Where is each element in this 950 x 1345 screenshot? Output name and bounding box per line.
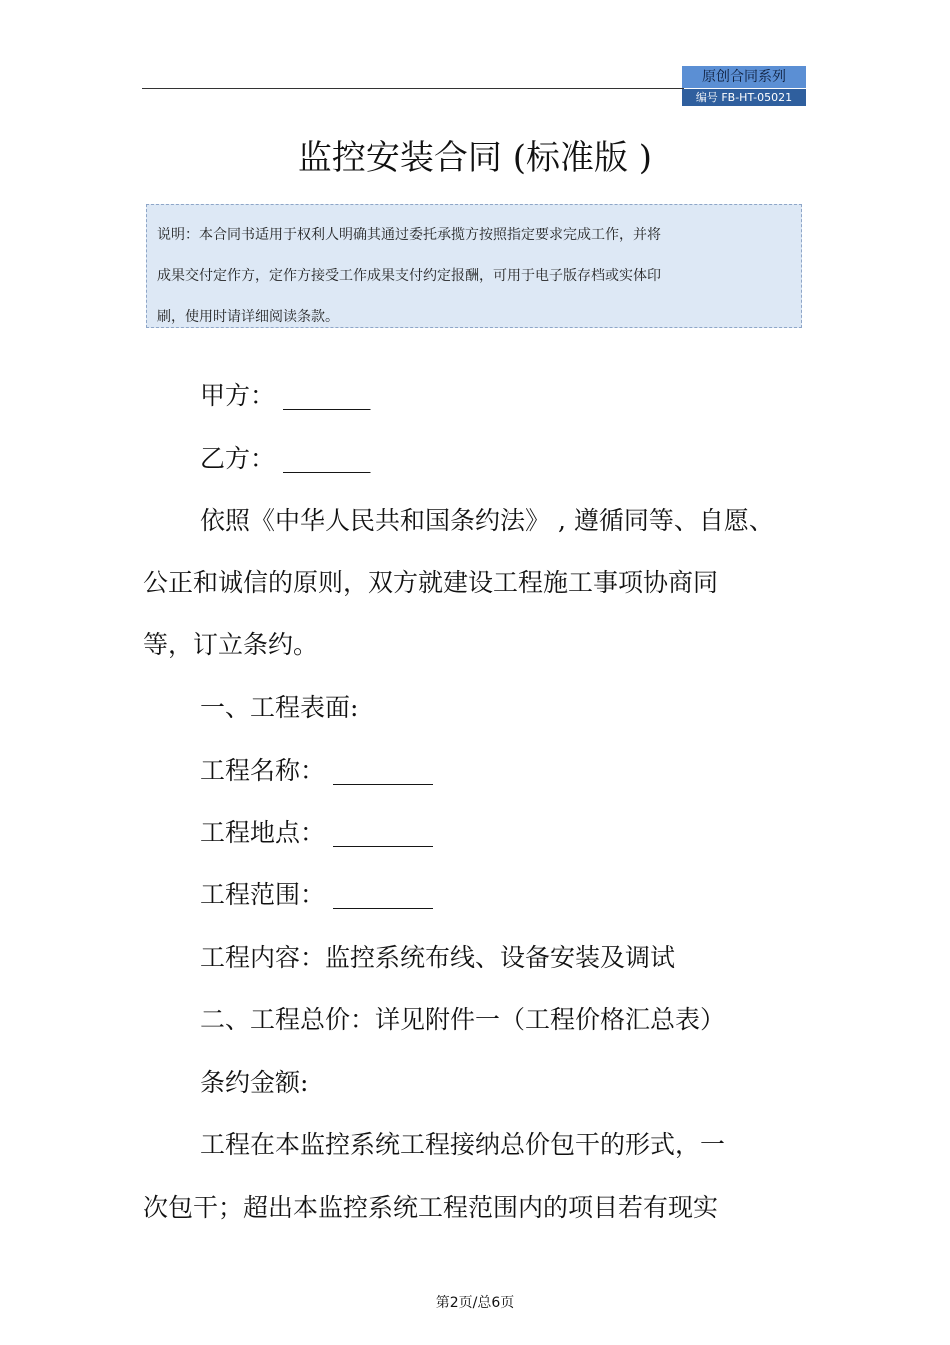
project-name-field: 工程名称： ________: [200, 756, 433, 785]
contract-amount-label: 条约金额:: [200, 1068, 309, 1097]
notice-line: 成果交付定作方，定作方接受工作成果支付约定报酬，可用于电子版存档或实体印: [157, 268, 661, 284]
notice-box: [146, 204, 802, 328]
intro-paragraph-line: 依照《中华人民共和国条约法》 , 遵循同等、自愿、: [200, 506, 774, 535]
section-heading-1: 一、工程表面:: [200, 693, 359, 722]
party-a-field: 甲方： _______: [200, 381, 371, 410]
project-site-field: 工程地点： ________: [200, 818, 433, 847]
intro-paragraph-line: 等，订立条约。: [143, 630, 319, 659]
project-content-line: 工程内容：监控系统布线、设备安装及调试: [200, 943, 676, 972]
series-badge: 原创合同系列: [682, 66, 806, 88]
document-title: 监控安装合同 (标准版 ): [297, 138, 653, 178]
party-b-field: 乙方： _______: [200, 444, 371, 473]
intro-paragraph-line: 公正和诚信的原则，双方就建设工程施工事项协商同: [143, 568, 719, 597]
project-scope-field: 工程范围： ________: [200, 880, 433, 909]
body-paragraph-line: 工程在本监控系统工程接纳总价包干的形式，一: [200, 1130, 726, 1159]
notice-line: 说明：本合同书适用于权利人明确其通过委托承揽方按照指定要求完成工作，并将: [157, 227, 661, 243]
notice-line: 刷，使用时请详细阅读条款。: [157, 309, 339, 325]
section-heading-2: 二、工程总价：详见附件一（工程价格汇总表）: [200, 1005, 726, 1034]
body-paragraph-line: 次包干；超出本监控系统工程范围内的项目若有现实: [143, 1193, 719, 1222]
document-code-badge: 编号 FB-HT-05021: [682, 89, 806, 106]
page-number: 第2页/总6页: [435, 1295, 515, 1311]
header-rule: [142, 88, 684, 89]
